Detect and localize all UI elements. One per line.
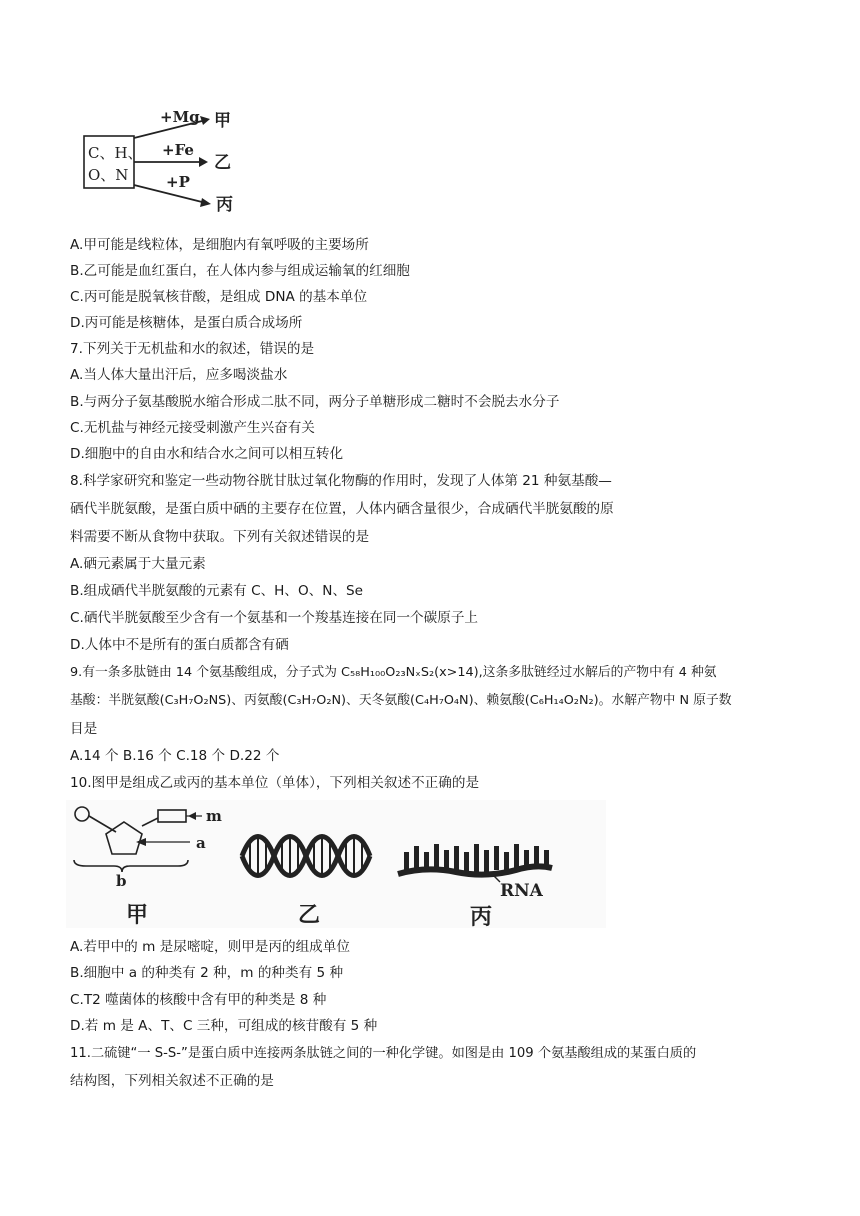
q9-options: A.14 个 B.16 个 C.18 个 D.22 个: [70, 748, 280, 764]
q6-option-a: A.甲可能是线粒体，是细胞内有氧呼吸的主要场所: [70, 237, 369, 253]
q6-option-c: C.丙可能是脱氧核苷酸，是组成 DNA 的基本单位: [70, 289, 368, 305]
label-b: b: [116, 872, 127, 890]
arrow-label-fe: +Fe: [162, 141, 194, 159]
q8-option-b: B.组成硒代半胱氨酸的元素有 C、H、O、N、Se: [70, 583, 364, 599]
q9-stem-line1: 9.有一条多肽链由 14 个氨基酸组成，分子式为 C₅₈H₁₀₀O₂₃NₓS₂(x>14),这条多肽链经过水解后的产物中有 4 种氨: [70, 665, 717, 680]
label-a: a: [196, 834, 206, 852]
q8-option-c: C.硒代半胱氨酸至少含有一个氨基和一个羧基连接在同一个碳原子上: [70, 610, 479, 626]
q6-option-d: D.丙可能是核糖体，是蛋白质合成场所: [70, 315, 303, 331]
arrow-target-yi: 乙: [214, 153, 231, 173]
q10-option-c: C.T2 噬菌体的核酸中含有甲的种类是 8 种: [70, 992, 327, 1008]
box-text-line2: O、N: [88, 166, 129, 184]
q6-option-b: B.乙可能是血红蛋白，在人体内参与组成运输氧的红细胞: [70, 263, 410, 279]
q7-option-b: B.与两分子氨基酸脱水缩合形成二肽不同，两分子单糖形成二糖时不会脱去水分子: [70, 394, 560, 410]
q9-stem-line3: 目是: [70, 721, 98, 737]
q7-option-c: C.无机盐与神经元接受刺激产生兴奋有关: [70, 420, 315, 436]
q11-stem-line1: 11.二硫键“一 S-S-”是蛋白质中连接两条肽链之间的一种化学键。如图是由 109 个氨基酸组成的某蛋白质的: [70, 1046, 697, 1061]
q8-option-d: D.人体中不是所有的蛋白质都含有硒: [70, 637, 289, 653]
caption-jia: 甲: [126, 903, 149, 928]
q8-option-a: A.硒元素属于大量元素: [70, 556, 206, 572]
caption-bing: 丙: [470, 905, 493, 928]
element-composition-diagram: [78, 100, 248, 218]
arrow-label-mg: +Mg: [160, 108, 200, 126]
arrow-label-p: +P: [166, 173, 190, 191]
q11-stem-line2: 结构图，下列相关叙述不正确的是: [70, 1073, 274, 1089]
arrow-target-jia: 甲: [214, 111, 231, 131]
q8-stem-line3: 料需要不断从食物中获取。下列有关叙述错误的是: [70, 529, 370, 545]
q8-stem-line2: 硒代半胱氨酸，是蛋白质中硒的主要存在位置，人体内硒含量很少，合成硒代半胱氨酸的原: [70, 501, 614, 517]
nucleic-acid-figure: [66, 800, 606, 928]
q7-stem: 7.下列关于无机盐和水的叙述，错误的是: [70, 341, 315, 357]
q10-stem: 10.图甲是组成乙或丙的基本单位（单体），下列相关叙述不正确的是: [70, 775, 480, 791]
q7-option-d: D.细胞中的自由水和结合水之间可以相互转化: [70, 446, 344, 462]
label-m: m: [206, 807, 222, 825]
q9-stem-line2: 基酸：半胱氨酸(C₃H₇O₂NS)、丙氨酸(C₃H₇O₂N)、天冬氨酸(C₄H₇O₄N)、赖氨酸(C₆H₁₄O₂N₂)。水解产物中 N 原子数: [70, 693, 732, 708]
q10-option-a: A.若甲中的 m 是尿嘧啶，则甲是丙的组成单位: [70, 939, 350, 955]
rna-label: RNA: [500, 881, 543, 901]
caption-yi: 乙: [298, 903, 321, 928]
q7-option-a: A.当人体大量出汗后，应多喝淡盐水: [70, 367, 288, 383]
q8-stem-line1: 8.科学家研究和鉴定一些动物谷胱甘肽过氧化物酶的作用时，发现了人体第 21 种氨基酸—: [70, 473, 612, 489]
q10-option-d: D.若 m 是 A、T、C 三种，可组成的核苷酸有 5 种: [70, 1018, 378, 1034]
q10-option-b: B.细胞中 a 的种类有 2 种，m 的种类有 5 种: [70, 965, 344, 981]
box-text-line1: C、H、: [88, 144, 143, 162]
arrow-target-bing: 丙: [216, 195, 233, 215]
